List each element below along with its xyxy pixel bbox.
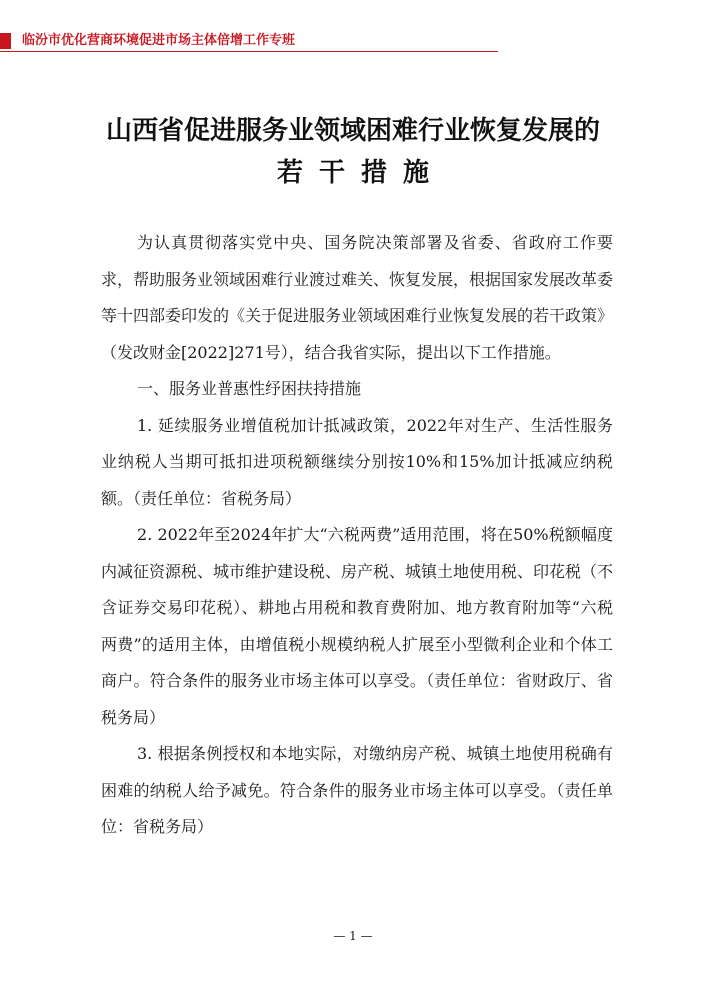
document-body (101, 225, 613, 846)
header-organization: 临汾市优化营商环境促进市场主体倍增工作专班 (22, 33, 296, 48)
header-divider (0, 51, 498, 52)
section-heading-1: 一、服务业普惠性纾困扶持措施 (137, 379, 362, 398)
intro-paragraph: 为认真贯彻落实党中央、国务院决策部署及省委、省政府工作要求，帮助服务业领域困难行业渡过难关、恢复发展，根据国家发展改革委等十四部委印发的《关于促进服务业领域困难行业恢复发展的若干政策》（发改财金[2022]271号），结合我省实际，提出以下工作措施。 (101, 233, 614, 362)
measure-item-3: 3. 根据条例授权和本地实际，对缴纳房产税、城镇土地使用税确有困难的纳税人给予减免。符合条件的服务业市场主体可以享受。（责任单位：省税务局） (101, 744, 613, 836)
header-banner (0, 31, 500, 53)
measure-item-1: 1. 延续服务业增值税加计抵减政策，2022年对生产、生活性服务业纳税人当期可抵扣进项税额继续分别按10%和15%加计抵减应纳税额。（责任单位：省税务局） (101, 415, 613, 508)
page-number: — 1 — (333, 929, 373, 943)
measure-item-2: 2. 2022年至2024年扩大“六税两费”适用范围，将在50%税额幅度内减征资源税、城市维护建设税、房产税、城镇土地使用税、印花税（不含证券交易印花税）、耕地占用税和教育费附加、地方教育附加等“六税两费”的适用主体，由增值税小规模纳税人扩展至小型微利企业和个体工商户。符合条件的服务业市场主体可以享受。（责任单位：省财政厅、省税务局） (101, 525, 614, 727)
header-red-marker (0, 33, 11, 49)
document-title-line-1: 山西省促进服务业领域困难行业恢复发展的 (105, 116, 600, 146)
document-title-line-2: 若干措施 (276, 158, 445, 188)
